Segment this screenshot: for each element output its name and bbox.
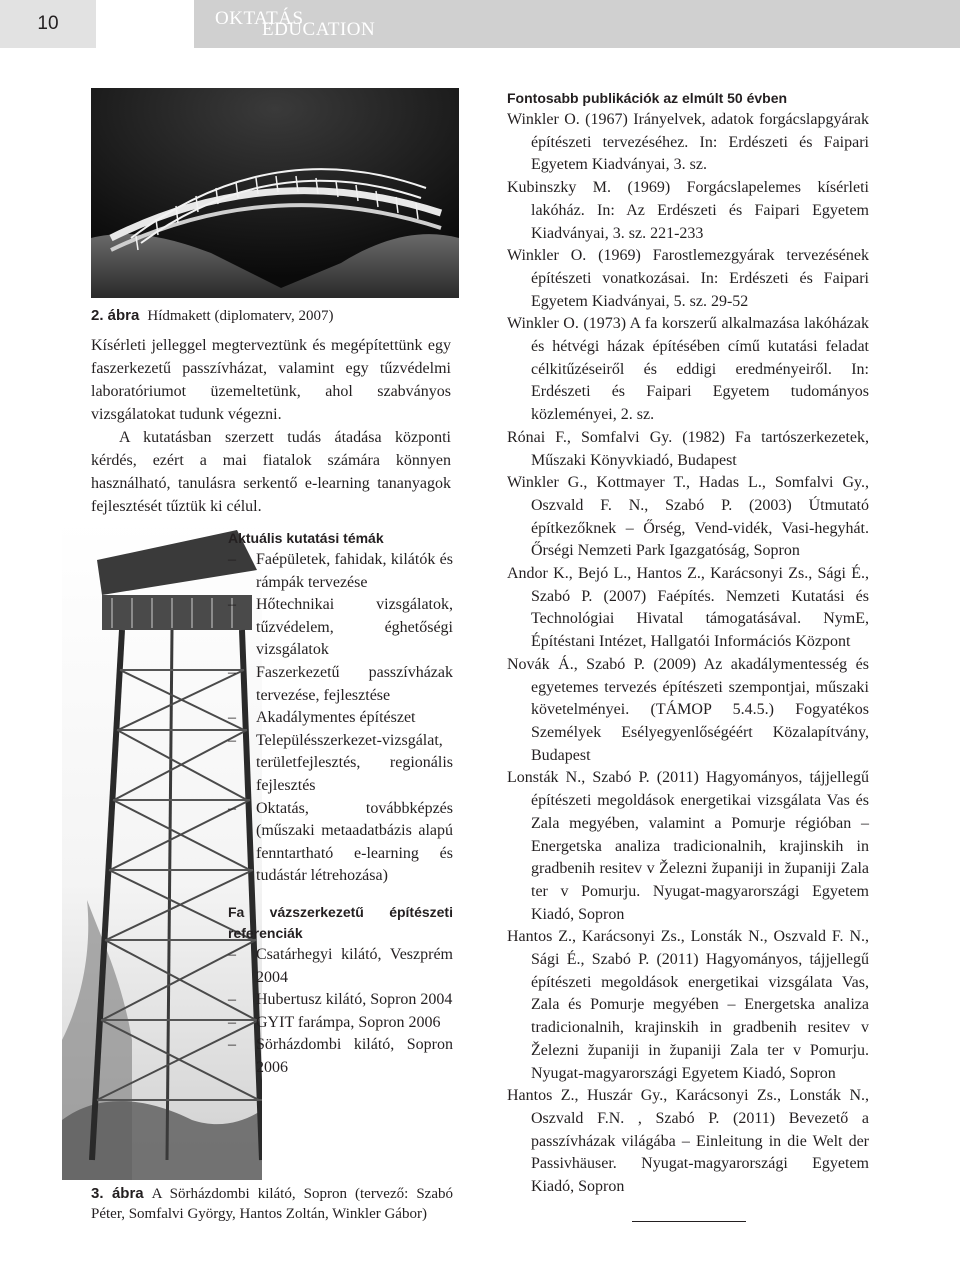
publications-column (507, 88, 869, 1199)
section-title-hu: OKTATÁS (215, 8, 304, 29)
references-heading: Fa vázszerkezetű építészeti referenciák (228, 903, 453, 941)
list-item: – Sörházdombi kilátó, Sopron 2006 (228, 1034, 453, 1079)
intro-text (91, 334, 451, 518)
publications-heading: Fontosabb publikációk az elmúlt 50 évben (507, 90, 788, 106)
publications-list (507, 109, 869, 1199)
figure-3-caption (91, 1184, 453, 1224)
publication-item: Andor K., Bejó L., Hantos Z., Karácsonyi Zs., Sági É., Szabó P. (2007) Faépítés. Nemzeti Kutatási és Technológiai Hivatal támogatásával. NymE, Építéstani Intézet, Hallgatói Információs Központ (507, 565, 869, 651)
figure-3-label: 3. ábra (91, 1185, 144, 1202)
publication-item: Winkler O. (1967) Irányelvek, adatok forgácslapgyárak építészeti tervezéséhez. In: Erdészeti és Faipari Egyetem Kiadványai, 3. sz. (507, 111, 869, 174)
page-number: 10 (0, 0, 96, 48)
list-item: – GYIT farámpa, Sopron 2006 (228, 1012, 453, 1035)
intro-paragraph: A kutatásban szerzett tudás átadása központi kérdés, ezért a mai fiatalok számára könnyen használható, tanulásra serkentő e-learning tananyagok fejlesztését tűztük ki célul. (91, 429, 451, 515)
list-item: – Faépületek, fahidak, kilátók és rámpák tervezése (228, 549, 453, 594)
list-item: – Településszerkezet-vizsgálat, területfejlesztés, regionális fejlesztés (228, 730, 453, 798)
intro-paragraph: Kísérleti jelleggel megterveztünk és megépítettünk egy faszerkezetű passzívházat, valamint egy tűzvédelmi laboratóriumot üzemeltetünk, ahol szabványos vizsgálatokat tudunk végezni. (91, 337, 451, 423)
publication-item: Hantos Z., Huszár Gy., Karácsonyi Zs., Lonsták N., Oszvald F.N. , Szabó P. (2011) Bevezető a passzívházak világába – Einleitung in die Welt der Passivhäuser. Nyugat-magyarországi Egyetem Kiadó, Sopron (507, 1087, 869, 1196)
research-list (228, 549, 453, 888)
research-heading: Aktuális kutatási témák (228, 530, 384, 546)
publication-item: Novák Á., Szabó P. (2009) Az akadálymentesség és egyetemes tervezés építészeti szempontjai, műszaki követelményei. (TÁMOP 5.4.5.) Fogyatékos Személyek Esélyegyenlőségéért Közalapítvány, Budapest (507, 655, 869, 764)
list-item: – Csatárhegyi kilátó, Veszprém 2004 (228, 944, 453, 989)
publication-item: Winkler O. (1973) A fa korszerű alkalmazása lakóházak és hétvégi házak építésében című kutatási feladat célkitűzéseiről és eddigi eredményeiről. In: Erdészeti és Faipari Egyetem tudományos közleményei, 2. sz. (507, 315, 869, 424)
publication-item: Hantos Z., Karácsonyi Zs., Lonsták N., Oszvald F. N., Sági É., Szabó P. (2011) Hagyományos, tájjellegű építészeti megoldások energetikai vizsgálata Vas, Zala és Pomurje megyében – Energetska analiza tradicionalnih, krajinskih in gradbenih resitev v Železni županiji in županiji Zala ter v Pomurju. Nyugat-magyarországi Egyetem Kiadó, Sopron (507, 928, 869, 1082)
figure-2-label: 2. ábra (91, 307, 140, 324)
bridge-model-photo (91, 88, 459, 298)
page-header (0, 0, 960, 48)
publication-item: Winkler O. (1969) Farostlemezgyárak tervezésének építészeti vonatkozásai. In: Erdészeti és Faipari Egyetem Kiadványai, 5. sz. 29-52 (507, 247, 869, 310)
topics-column (228, 528, 453, 1079)
figure-2-caption-text: Hídmakett (diplomaterv, 2007) (147, 308, 334, 324)
list-item: – Hubertusz kilátó, Sopron 2004 (228, 989, 453, 1012)
list-item: – Faszerkezetű passzívházak tervezése, fejlesztése (228, 662, 453, 707)
publication-item: Winkler G., Kottmayer T., Hadas L., Somfalvi Gy., Oszvald F. N., Szabó P. (2003) Útmutató építkezőknek – Őrség, Vend-vidék, Vasi-hegyhát. Őrségi Nemzeti Park Igazgatóság, Sopron (507, 474, 869, 560)
list-item: – Oktatás, továbbképzés (műszaki metaadatbázis alapú fenntartható e-learning és tudástár létrehozása) (228, 798, 453, 888)
figure-2-caption (91, 306, 471, 326)
references-list (228, 944, 453, 1080)
figure-3-caption-text: A Sörházdombi kilátó, Sopron (tervező: Szabó Péter, Somfalvi György, Hantos Zoltán, Winkler Gábor) (91, 1186, 453, 1222)
publication-item: Lonsták N., Szabó P. (2011) Hagyományos, tájjellegű építészeti megoldások energetikai vizsgálata Vas és Zala megyében, valamint a Pomurje régióban – Energetska analiza tradicionalnih, krajinskih in gradbenih resitev v Železni županiji in županiji Zala ter v Pomurju. Nyugat-magyarországi Egyetem Kiadó, Sopron (507, 769, 869, 923)
end-rule (632, 1221, 746, 1222)
list-item: – Hőtechnikai vizsgálatok, tűzvédelem, éghetőségi vizsgálatok (228, 594, 453, 662)
section-title-en: EDUCATION (262, 19, 376, 40)
publication-item: Rónai F., Somfalvi Gy. (1982) Fa tartószerkezetek, Műszaki Könyvkiadó, Budapest (507, 428, 869, 469)
list-item: – Akadálymentes építészet (228, 707, 453, 730)
publication-item: Kubinszky M. (1969) Forgácslapelemes kísérleti lakóház. In: Az Erdészeti és Faipari Egyetem Kiadványai, 3. sz. 221-233 (507, 179, 869, 242)
